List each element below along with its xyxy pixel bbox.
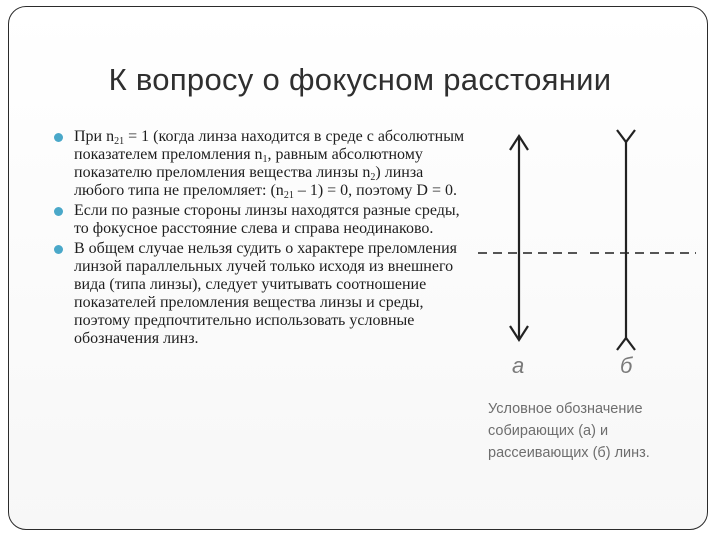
- slide-title: К вопросу о фокусном расстоянии: [108, 62, 612, 97]
- bullet-1-text: При n: [74, 128, 115, 145]
- caption-line: собирающих (а) и: [488, 423, 609, 439]
- diverging-lens-top-arrow: [617, 130, 635, 142]
- diverging-lens-bottom-arrow: [617, 338, 635, 350]
- subscript-21: 21: [114, 136, 125, 147]
- bullet-1-text: ) линза любого типа не преломляет: (n: [74, 164, 424, 199]
- subscript-2: 2: [370, 172, 376, 183]
- bullet-item-2: Если по разные стороны линзы находятся разные среды, то фокусное расстояние слева и справа неодинаково.: [52, 202, 472, 238]
- bullet-item-1: [52, 128, 472, 200]
- subscript-21: 21: [283, 190, 294, 201]
- caption-line: Условное обозначение: [488, 401, 643, 417]
- bullet-1-text: – 1) = 0, поэтому D = 0.: [293, 182, 457, 199]
- figure-caption: [488, 398, 708, 464]
- bullet-1-text: , равным абсолютному показателю преломления вещества линзы n: [74, 146, 423, 181]
- subscript-1: 1: [262, 154, 268, 165]
- caption-line: рассеивающих (б) линз.: [488, 445, 650, 461]
- bullet-list: [52, 128, 472, 350]
- lens-label-b: б: [620, 353, 633, 378]
- lens-label-a: а: [512, 353, 525, 378]
- bullet-item-3: В общем случае нельзя судить о характере преломления линзой параллельных лучей только исходя из внешнего вида (типа линзы), следует учитывать соотношение показателей преломления вещества линзы и среды, поэтому предпочтительно использовать условные обозначения линз.: [52, 240, 472, 348]
- bullet-1-text: = 1 (когда линза находится в среде с абсолютным показателем преломления n: [74, 128, 465, 163]
